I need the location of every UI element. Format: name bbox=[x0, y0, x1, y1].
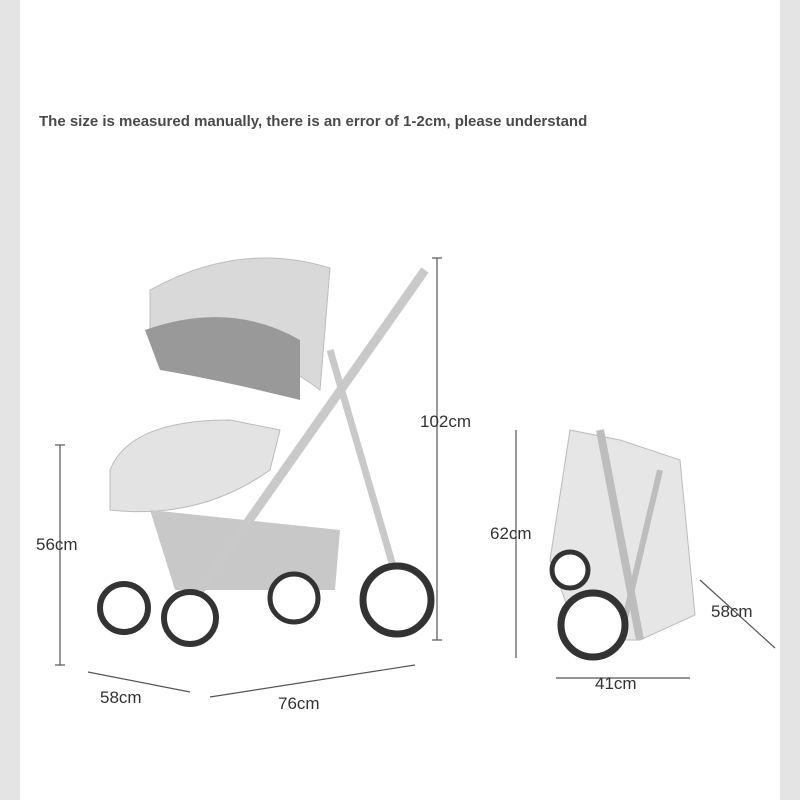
folded-width-label: 41cm bbox=[595, 674, 637, 693]
folded-height-label: 62cm bbox=[490, 524, 532, 543]
measurement-note: The size is measured manually, there is an error of 1-2cm, please understand bbox=[39, 113, 588, 130]
folded-depth-label: 58cm bbox=[711, 602, 753, 621]
folded-stroller bbox=[550, 430, 695, 657]
unfolded-stroller bbox=[100, 258, 431, 644]
total-height-label: 102cm bbox=[420, 412, 472, 431]
width-label: 58cm bbox=[100, 688, 142, 707]
length-label: 76cm bbox=[278, 694, 320, 713]
seat-height-label: 56cm bbox=[36, 535, 78, 554]
